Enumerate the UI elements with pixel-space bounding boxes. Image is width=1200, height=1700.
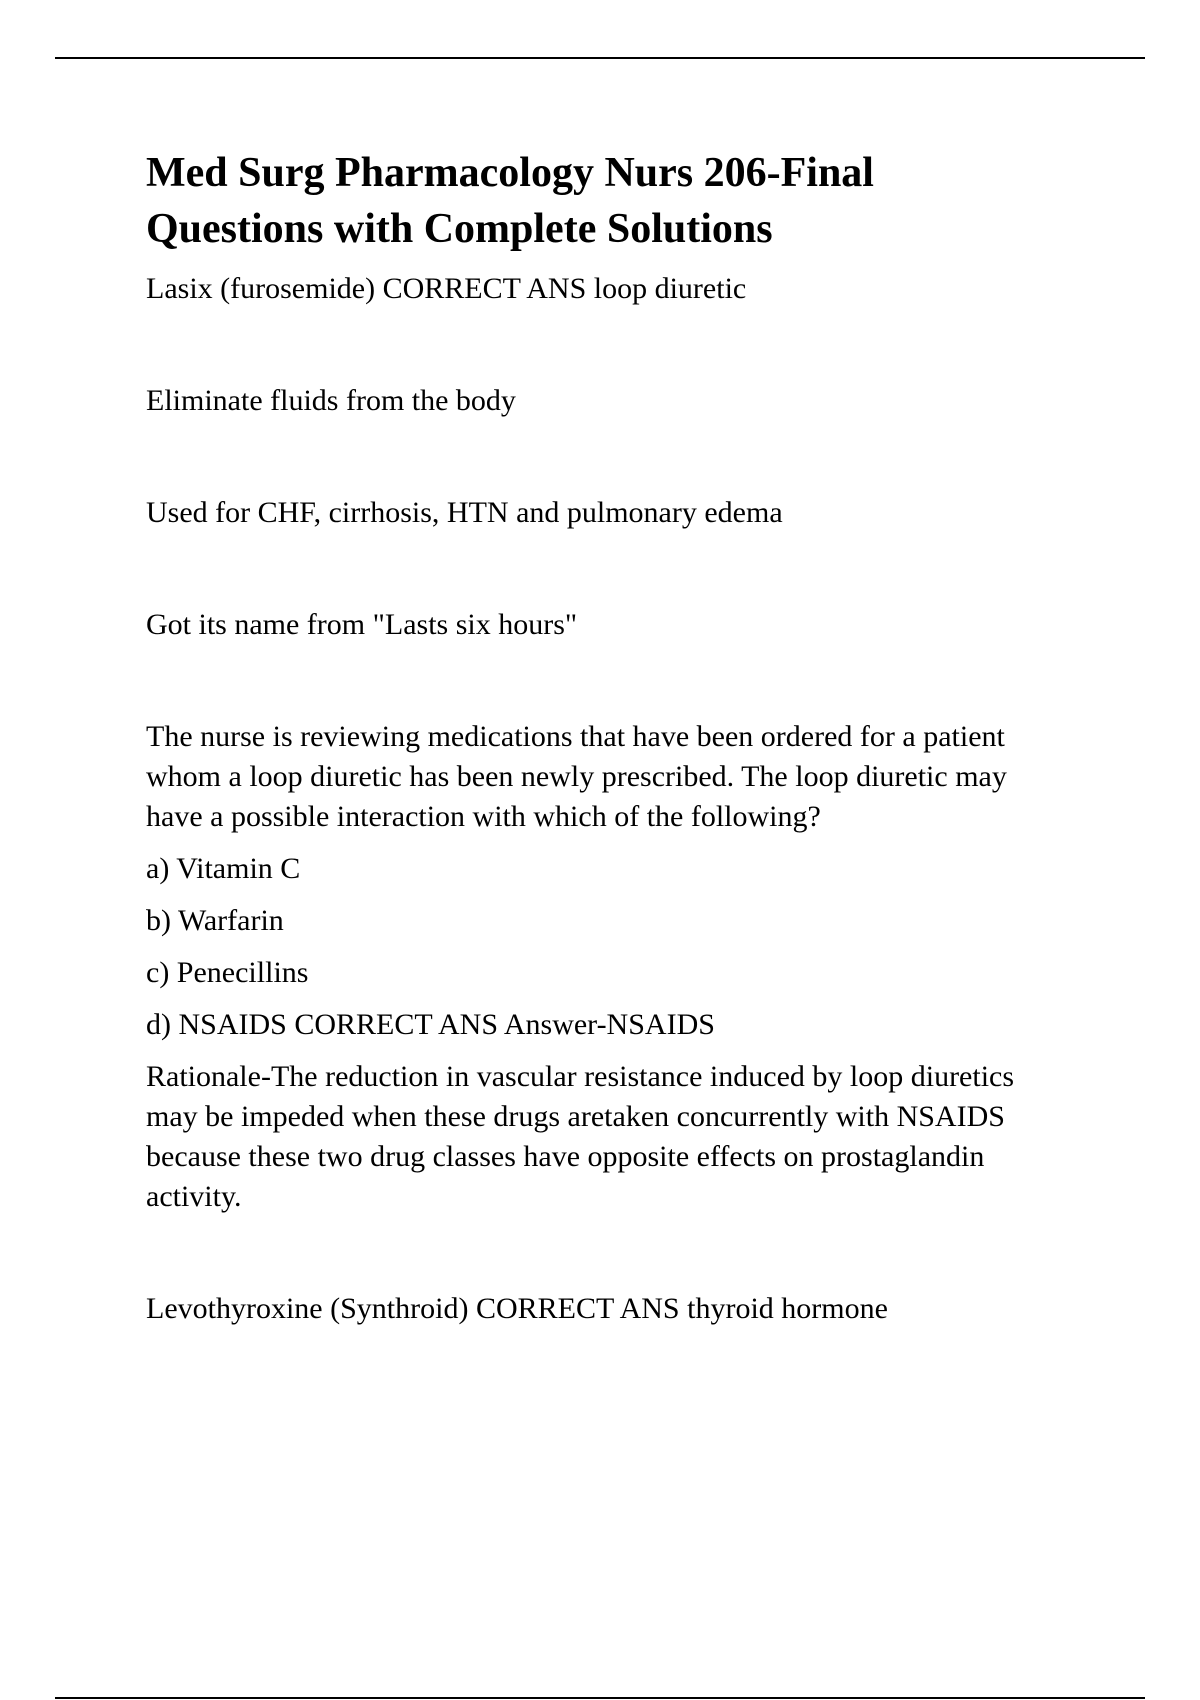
- levothyroxine-line: Levothyroxine (Synthroid) CORRECT ANS thyroid hormone: [146, 1292, 888, 1325]
- bottom-rule: [55, 1697, 1145, 1699]
- option-b: b) Warfarin: [146, 904, 284, 937]
- title-line-1: Med Surg Pharmacology Nurs 206-Final: [146, 150, 874, 196]
- option-d-answer: d) NSAIDS CORRECT ANS Answer-NSAIDS: [146, 1008, 715, 1041]
- rationale-line-4: activity.: [146, 1180, 242, 1213]
- rationale-line-2: may be impeded when these drugs aretaken concurrently with NSAIDS: [146, 1100, 1005, 1133]
- rationale-block: [146, 1057, 1086, 1217]
- document-title: [146, 145, 1086, 257]
- eliminate-line: Eliminate fluids from the body: [146, 384, 516, 417]
- question-line-1: The nurse is reviewing medications that have been ordered for a patient: [146, 720, 1005, 753]
- lasix-line: Lasix (furosemide) CORRECT ANS loop diuretic: [146, 272, 747, 305]
- title-line-2: Questions with Complete Solutions: [146, 206, 773, 252]
- question-line-3: have a possible interaction with which of the following?: [146, 800, 821, 833]
- top-rule: [55, 57, 1145, 59]
- question-block: [146, 717, 1086, 1045]
- name-origin-line: Got its name from "Lasts six hours": [146, 608, 578, 641]
- rationale-line-3: because these two drug classes have opposite effects on prostaglandin: [146, 1140, 985, 1173]
- option-c: c) Penecillins: [146, 956, 309, 989]
- document-body: [146, 145, 1086, 1329]
- question-line-2: whom a loop diuretic has been newly prescribed. The loop diuretic may: [146, 760, 1007, 793]
- option-a: a) Vitamin C: [146, 852, 301, 885]
- rationale-line-1: Rationale-The reduction in vascular resistance induced by loop diuretics: [146, 1060, 1015, 1093]
- used-for-line: Used for CHF, cirrhosis, HTN and pulmonary edema: [146, 496, 783, 529]
